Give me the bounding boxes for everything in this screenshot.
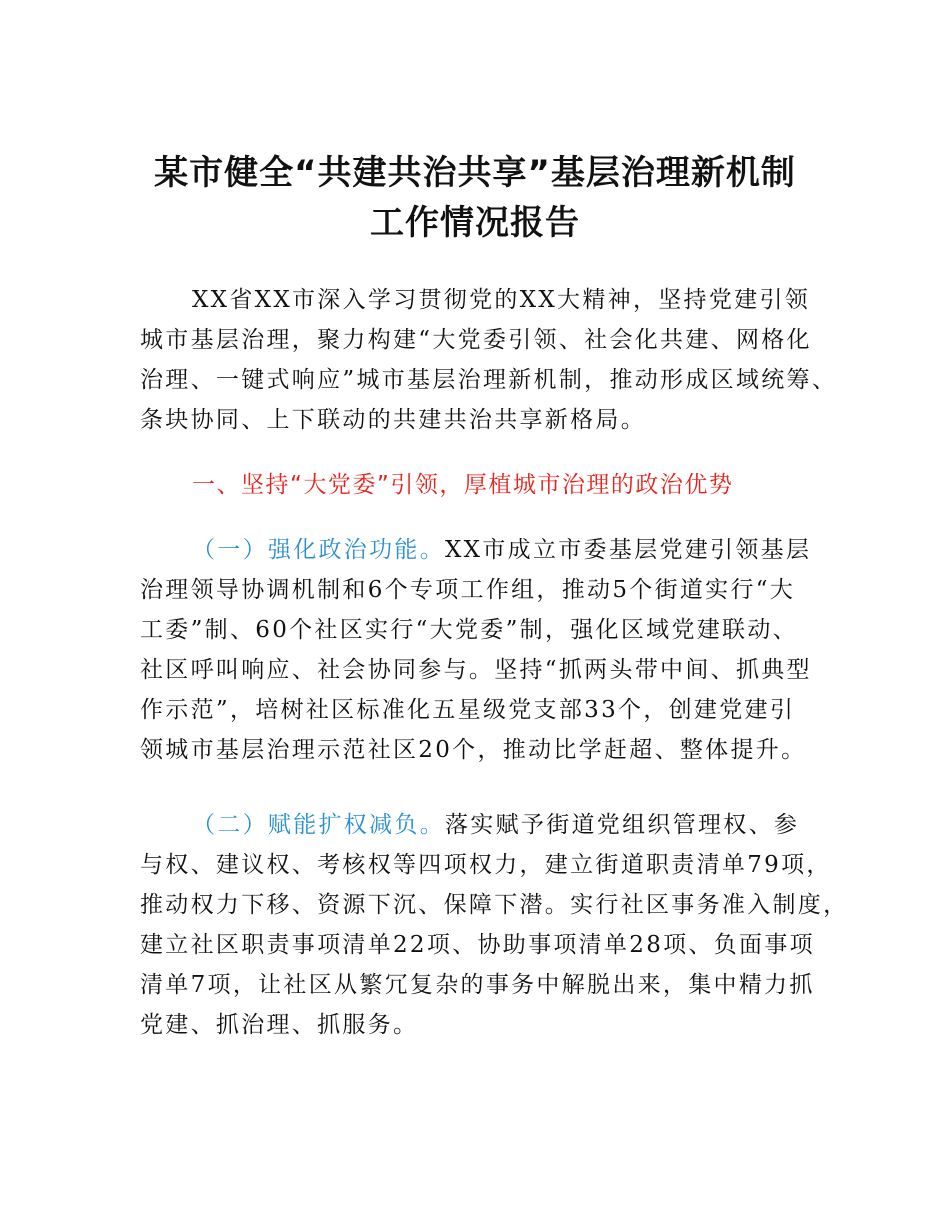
sub1-first-line-text: XX市成立市委基层党建引领基层 <box>445 537 812 563</box>
document-title-line-1: 某市健全“共建共治共享”基层治理新机制 <box>154 153 796 193</box>
section-1-heading: 一、坚持“大党委”引领，厚植城市治理的政治优势 <box>192 472 734 498</box>
document-title-line-2: 工作情况报告 <box>370 203 580 243</box>
sub1-line-6: 领城市基层治理示范社区20个，推动比学赶超、整体提升。 <box>140 737 807 763</box>
sub2-line-6: 党建、抓治理、抓服务。 <box>140 1012 419 1038</box>
sub1-line-4: 社区呼叫响应、社会协同参与。坚持“抓两头带中间、抓典型 <box>140 657 812 683</box>
sub1-first-line <box>192 531 811 564</box>
sub2-line-5: 清单7项，让社区从繁冗复杂的事务中解脱出来，集中精力抓 <box>140 972 815 998</box>
sub1-label: （一）强化政治功能。 <box>192 537 445 563</box>
sub2-label: （二）赋能扩权减负。 <box>192 812 445 838</box>
sub1-line-2: 治理领导协调机制和6个专项工作组，推动5个街道实行“大 <box>140 577 796 603</box>
intro-line-4: 条块协同、上下联动的共建共治共享新格局。 <box>140 407 646 433</box>
sub1-line-5: 作示范”，培树社区标准化五星级党支部33个，创建党建引 <box>140 697 796 723</box>
sub2-line-4: 建立社区职责事项清单22项、协助事项清单28项、负面事项 <box>140 932 815 958</box>
sub2-line-2: 与权、建议权、考核权等四项权力，建立街道职责清单79项， <box>140 852 832 878</box>
intro-line-2: 城市基层治理，聚力构建“大党委引领、社会化共建、网格化 <box>140 327 812 353</box>
sub1-line-3: 工委”制、60个社区实行“大党委”制，强化区域党建联动、 <box>140 617 798 643</box>
intro-line-3: 治理、一键式响应”城市基层治理新机制，推动形成区域统筹、 <box>140 367 838 393</box>
sub2-line-3: 推动权力下移、资源下沉、保障下潜。实行社区事务准入制度， <box>140 892 849 918</box>
intro-line-1: XX省XX市深入学习贯彻党的XX大精神，坚持党建引领 <box>192 287 811 313</box>
sub2-first-line-text: 落实赋予街道党组织管理权、参 <box>445 812 800 838</box>
sub2-first-line <box>192 806 799 839</box>
